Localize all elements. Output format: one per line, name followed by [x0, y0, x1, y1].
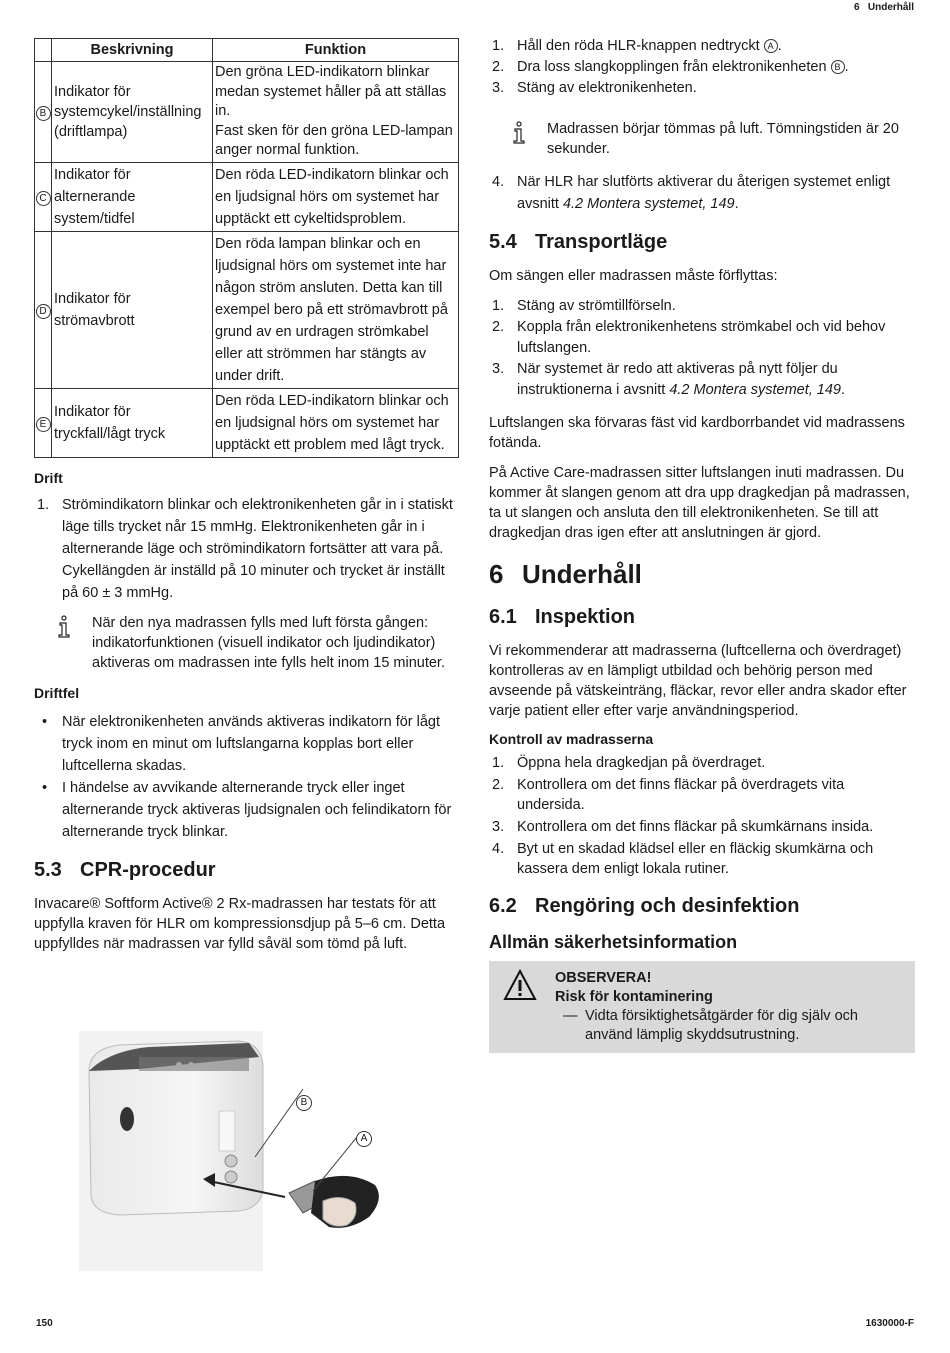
- section-5-3-heading: [34, 859, 459, 882]
- section-6-2-heading: [489, 895, 915, 918]
- table-row: [35, 62, 459, 163]
- check-steps: [489, 753, 915, 879]
- section-5-4-heading: [489, 231, 915, 254]
- circled-letter-e: E: [36, 417, 51, 432]
- punctuation: .: [844, 59, 849, 75]
- list-item-text: I händelse av avvikande alternerande tryck eller inget alternerande tryck aktiveras ljudsignalen och felindikatorn för alternerande tryck blinkar.: [62, 779, 452, 840]
- list-item-text: När systemet är redo att aktiveras på nytt följer du instruktionerna i avsnitt: [517, 361, 838, 398]
- table-cell-description: Indikator för alternerande system/tidfel: [52, 162, 213, 231]
- table-cell-symbol: [35, 231, 52, 388]
- warning-text: Vidta försiktighetsåtgärder för dig själv och använd lämplig skyddsutrustning.: [585, 1008, 858, 1043]
- list-item-text: Strömindikatorn blinkar och elektronikenheten går in i statiskt läge tills trycket når 15 mmHg. Elektronikenheten går in i alternerande läge och strömindikatorn fortsätter att vara på. Cykellängden är inställd på 10 minuter och trycket är inställt på 60 ± 3 mmHg.: [62, 496, 453, 601]
- table-cell-function: Den röda lampan blinkar och en ljudsignal hörs om systemet inte har någon ström ansluten. Detta kan till exempel bero på ett strömavbrott på grund av en urdragen strömkabel eller att strömmen har stängts av under drift.: [213, 231, 459, 388]
- section-number: 5.3: [34, 858, 62, 881]
- page-number: 150: [36, 1318, 53, 1329]
- cpr-note: [489, 119, 915, 159]
- circled-letter-a: A: [356, 1131, 372, 1147]
- check-heading: Kontroll av madrasserna: [489, 731, 654, 747]
- driftfel-list: [34, 711, 459, 843]
- function-text: Den gröna LED-indikatorn blinkar medan systemet håller på att ställas in.: [215, 64, 447, 119]
- list-item-text: Öppna hela dragkedjan på överdraget.: [517, 755, 766, 771]
- table-cell-description: Indikator för strömavbrott: [52, 231, 213, 388]
- table-cell-symbol: [35, 162, 52, 231]
- list-item-text: När HLR har slutförts aktiverar du återigen systemet enligt avsnitt: [517, 174, 891, 212]
- document-number: 1630000-F: [865, 1318, 914, 1329]
- header-chapter-number: 6: [853, 2, 860, 13]
- section-number: 5.4: [489, 231, 517, 253]
- list-item-text: Dra loss slangkopplingen från elektronikenheten: [517, 59, 831, 75]
- circled-letter-b: B: [296, 1095, 312, 1111]
- punctuation: .: [777, 38, 782, 54]
- table-cell-symbol: [35, 388, 52, 457]
- driftfel-heading: Driftfel: [34, 684, 80, 701]
- table-cell-symbol: [35, 62, 52, 163]
- table-header-symbol: [35, 39, 52, 62]
- table-header-description: Beskrivning: [52, 39, 213, 62]
- cpr-step-4: [489, 171, 915, 215]
- running-header: [854, 2, 914, 13]
- info-icon: [511, 121, 527, 145]
- list-item: 1. Öppna hela dragkedjan på överdraget.: [492, 755, 766, 771]
- warning-item: — Vidta försiktighetsåtgärder för dig själv och använd lämplig skyddsutrustning.: [563, 1008, 858, 1043]
- list-item: 1. Stäng av strömtillförseln.: [492, 298, 676, 314]
- device-hose-disconnect-photo: [79, 1031, 455, 1271]
- list-item: 2. Dra loss slangkopplingen från elektronikenheten B .: [492, 59, 849, 75]
- list-item-text: Kontrollera om det finns fläckar på skumkärnans insida.: [517, 819, 874, 835]
- transport-paragraph-1: Luftslangen ska förvaras fäst vid kardborrbandet vid madrassens fotända.: [489, 415, 905, 451]
- list-item: 4. Byt ut en skadad klädsel eller en fläckig skumkärna och kassera dem enligt lokala rutiner.: [492, 841, 874, 877]
- warning-box: [489, 961, 915, 1053]
- warning-title: Risk för kontaminering: [555, 989, 713, 1005]
- drift-list: [34, 494, 459, 604]
- note-text: Madrassen börjar tömmas på luft. Tömningstiden är 20 sekunder.: [547, 121, 899, 157]
- right-column: [489, 36, 915, 1053]
- list-item-text: Byt ut en skadad klädsel eller en fläckig skumkärna och kassera dem enligt lokala rutiner.: [517, 841, 874, 877]
- list-item: 4. När HLR har slutförts aktiverar du återigen systemet enligt avsnitt 4.2 Montera systemet, 149.: [492, 174, 891, 212]
- list-item-text: Stäng av strömtillförseln.: [517, 298, 676, 314]
- list-item: • När elektronikenheten används aktiveras indikatorn för lågt tryck inom en minut om luftslangarna kopplas bort eller luftcellerna skadas.: [42, 713, 441, 774]
- list-item: 3. Kontrollera om det finns fläckar på skumkärnans insida.: [492, 819, 874, 835]
- chapter-title: Underhåll: [522, 559, 642, 589]
- table-row: [35, 388, 459, 457]
- indicator-table: [34, 38, 459, 458]
- transport-intro: Om sängen eller madrassen måste förflyttas:: [489, 268, 778, 284]
- circled-letter-c: C: [36, 191, 51, 206]
- note-text: När den nya madrassen fylls med luft första gången: indikatorfunktionen (visuell indikator och ljudindikator) aktiveras om madrassen inte fylls helt inom 15 minuter.: [92, 614, 445, 671]
- section-6-1-heading: [489, 606, 915, 629]
- circled-letter-b: B: [831, 60, 845, 74]
- table-row: [35, 231, 459, 388]
- section-number: 6.1: [489, 606, 517, 628]
- cross-reference-link[interactable]: 4.2 Montera systemet, 149: [669, 382, 841, 398]
- list-item-text: Stäng av elektronikenheten.: [517, 80, 697, 96]
- table-cell-function: Den röda LED-indikatorn blinkar och en ljudsignal hörs om systemet har upptäckt ett problem med lågt tryck.: [213, 388, 459, 457]
- callout-b: [296, 1093, 312, 1111]
- cpr-steps: [489, 36, 915, 99]
- function-text: Fast sken för den gröna LED-lampan anger normal funktion.: [215, 122, 453, 158]
- list-item: 3. Stäng av elektronikenheten.: [492, 80, 697, 96]
- circled-letter-d: D: [36, 304, 51, 319]
- table-cell-function: Den röda LED-indikatorn blinkar och en ljudsignal hörs om systemet har upptäckt ett cykeltidsproblem.: [213, 162, 459, 231]
- warning-triangle-icon: [503, 969, 537, 1001]
- list-item: 3. När systemet är redo att aktiveras på nytt följer du instruktionerna i avsnitt 4.2 Montera systemet, 149.: [492, 361, 846, 398]
- circled-letter-a: A: [764, 39, 778, 53]
- transport-paragraph-2: På Active Care-madrassen sitter luftslangen inuti madrassen. Du kommer åt slangen genom att dra upp dragkedjan på madrassen, ta ut slangen och ansluta den till elektronikenheten. Se till att dragkedjan dras igen efter att anslutningen är gjord.: [489, 465, 910, 541]
- list-item: • I händelse av avvikande alternerande tryck eller inget alternerande tryck aktiveras ljudsignalen och felindikatorn för alternerande tryck blinkar.: [42, 779, 452, 840]
- chapter-number: 6: [489, 559, 504, 589]
- section-title: Transportläge: [535, 231, 668, 253]
- section-number: 6.2: [489, 895, 517, 917]
- list-item-text: Koppla från elektronikenhetens strömkabel och vid behov luftslangen.: [517, 319, 886, 356]
- cpr-intro: Invacare® Softform Active® 2 Rx-madrassen har testats för att uppfylla kraven för HLR om kompressionsdjup på 5–6 cm. Detta uppfylldes när madrassen var fylld såväl som tömd på luft.: [34, 895, 446, 952]
- cross-reference-link[interactable]: 4.2 Montera systemet, 149: [562, 196, 735, 212]
- header-chapter-title: Underhåll: [867, 2, 914, 13]
- list-item: 2. Kontrollera om det finns fläckar på överdragets vita undersida.: [492, 777, 845, 813]
- list-item-text: Kontrollera om det finns fläckar på överdragets vita undersida.: [517, 777, 845, 813]
- inspection-text: Vi rekommenderar att madrasserna (luftcellerna och överdraget) kontrolleras av en lämpligt utbildad och behörig person med avseende på vätskeinträng, fläckar, revor eller andra skador efter varje patient eller efter varje användningsperiod.: [489, 643, 907, 719]
- transport-steps: [489, 296, 915, 401]
- list-item-text: När elektronikenheten används aktiveras indikatorn för lågt tryck inom en minut om luftslangarna kopplas bort eller luftcellerna skadas.: [62, 713, 441, 774]
- table-cell-description: Indikator för systemcykel/inställning (driftlampa): [52, 62, 213, 163]
- drift-note: [34, 613, 459, 673]
- chapter-6-heading: [489, 559, 915, 590]
- circled-letter-b: B: [36, 106, 51, 121]
- list-item: 1. Strömindikatorn blinkar och elektronikenheten går in i statiskt läge tills trycket når 15 mmHg. Elektronikenheten går in i alternerande läge och strömindikatorn fortsätter att vara på. Cykellängden är inställd på 10 minuter och trycket är inställt på 60 ± 3 mmHg.: [37, 496, 453, 601]
- list-item: 1. Håll den röda HLR-knappen nedtryckt A .: [492, 38, 782, 54]
- punctuation: .: [734, 196, 739, 212]
- punctuation: .: [841, 382, 846, 398]
- left-column: [34, 38, 459, 954]
- section-title: Rengöring och desinfektion: [535, 895, 800, 917]
- callout-a: [356, 1129, 372, 1147]
- info-icon: [56, 615, 72, 639]
- list-item: 2. Koppla från elektronikenhetens strömkabel och vid behov luftslangen.: [492, 319, 886, 356]
- safety-heading: Allmän säkerhetsinformation: [489, 932, 738, 952]
- list-item-text: Håll den röda HLR-knappen nedtryckt: [517, 38, 764, 54]
- drift-heading: Drift: [34, 469, 63, 486]
- table-header-function: Funktion: [213, 39, 459, 62]
- table-header-row: [35, 39, 459, 62]
- section-title: Inspektion: [535, 606, 636, 628]
- table-cell-function: [213, 62, 459, 163]
- table-row: [35, 162, 459, 231]
- table-cell-description: Indikator för tryckfall/lågt tryck: [52, 388, 213, 457]
- section-title: CPR-procedur: [80, 858, 216, 881]
- warning-label: OBSERVERA!: [555, 970, 652, 986]
